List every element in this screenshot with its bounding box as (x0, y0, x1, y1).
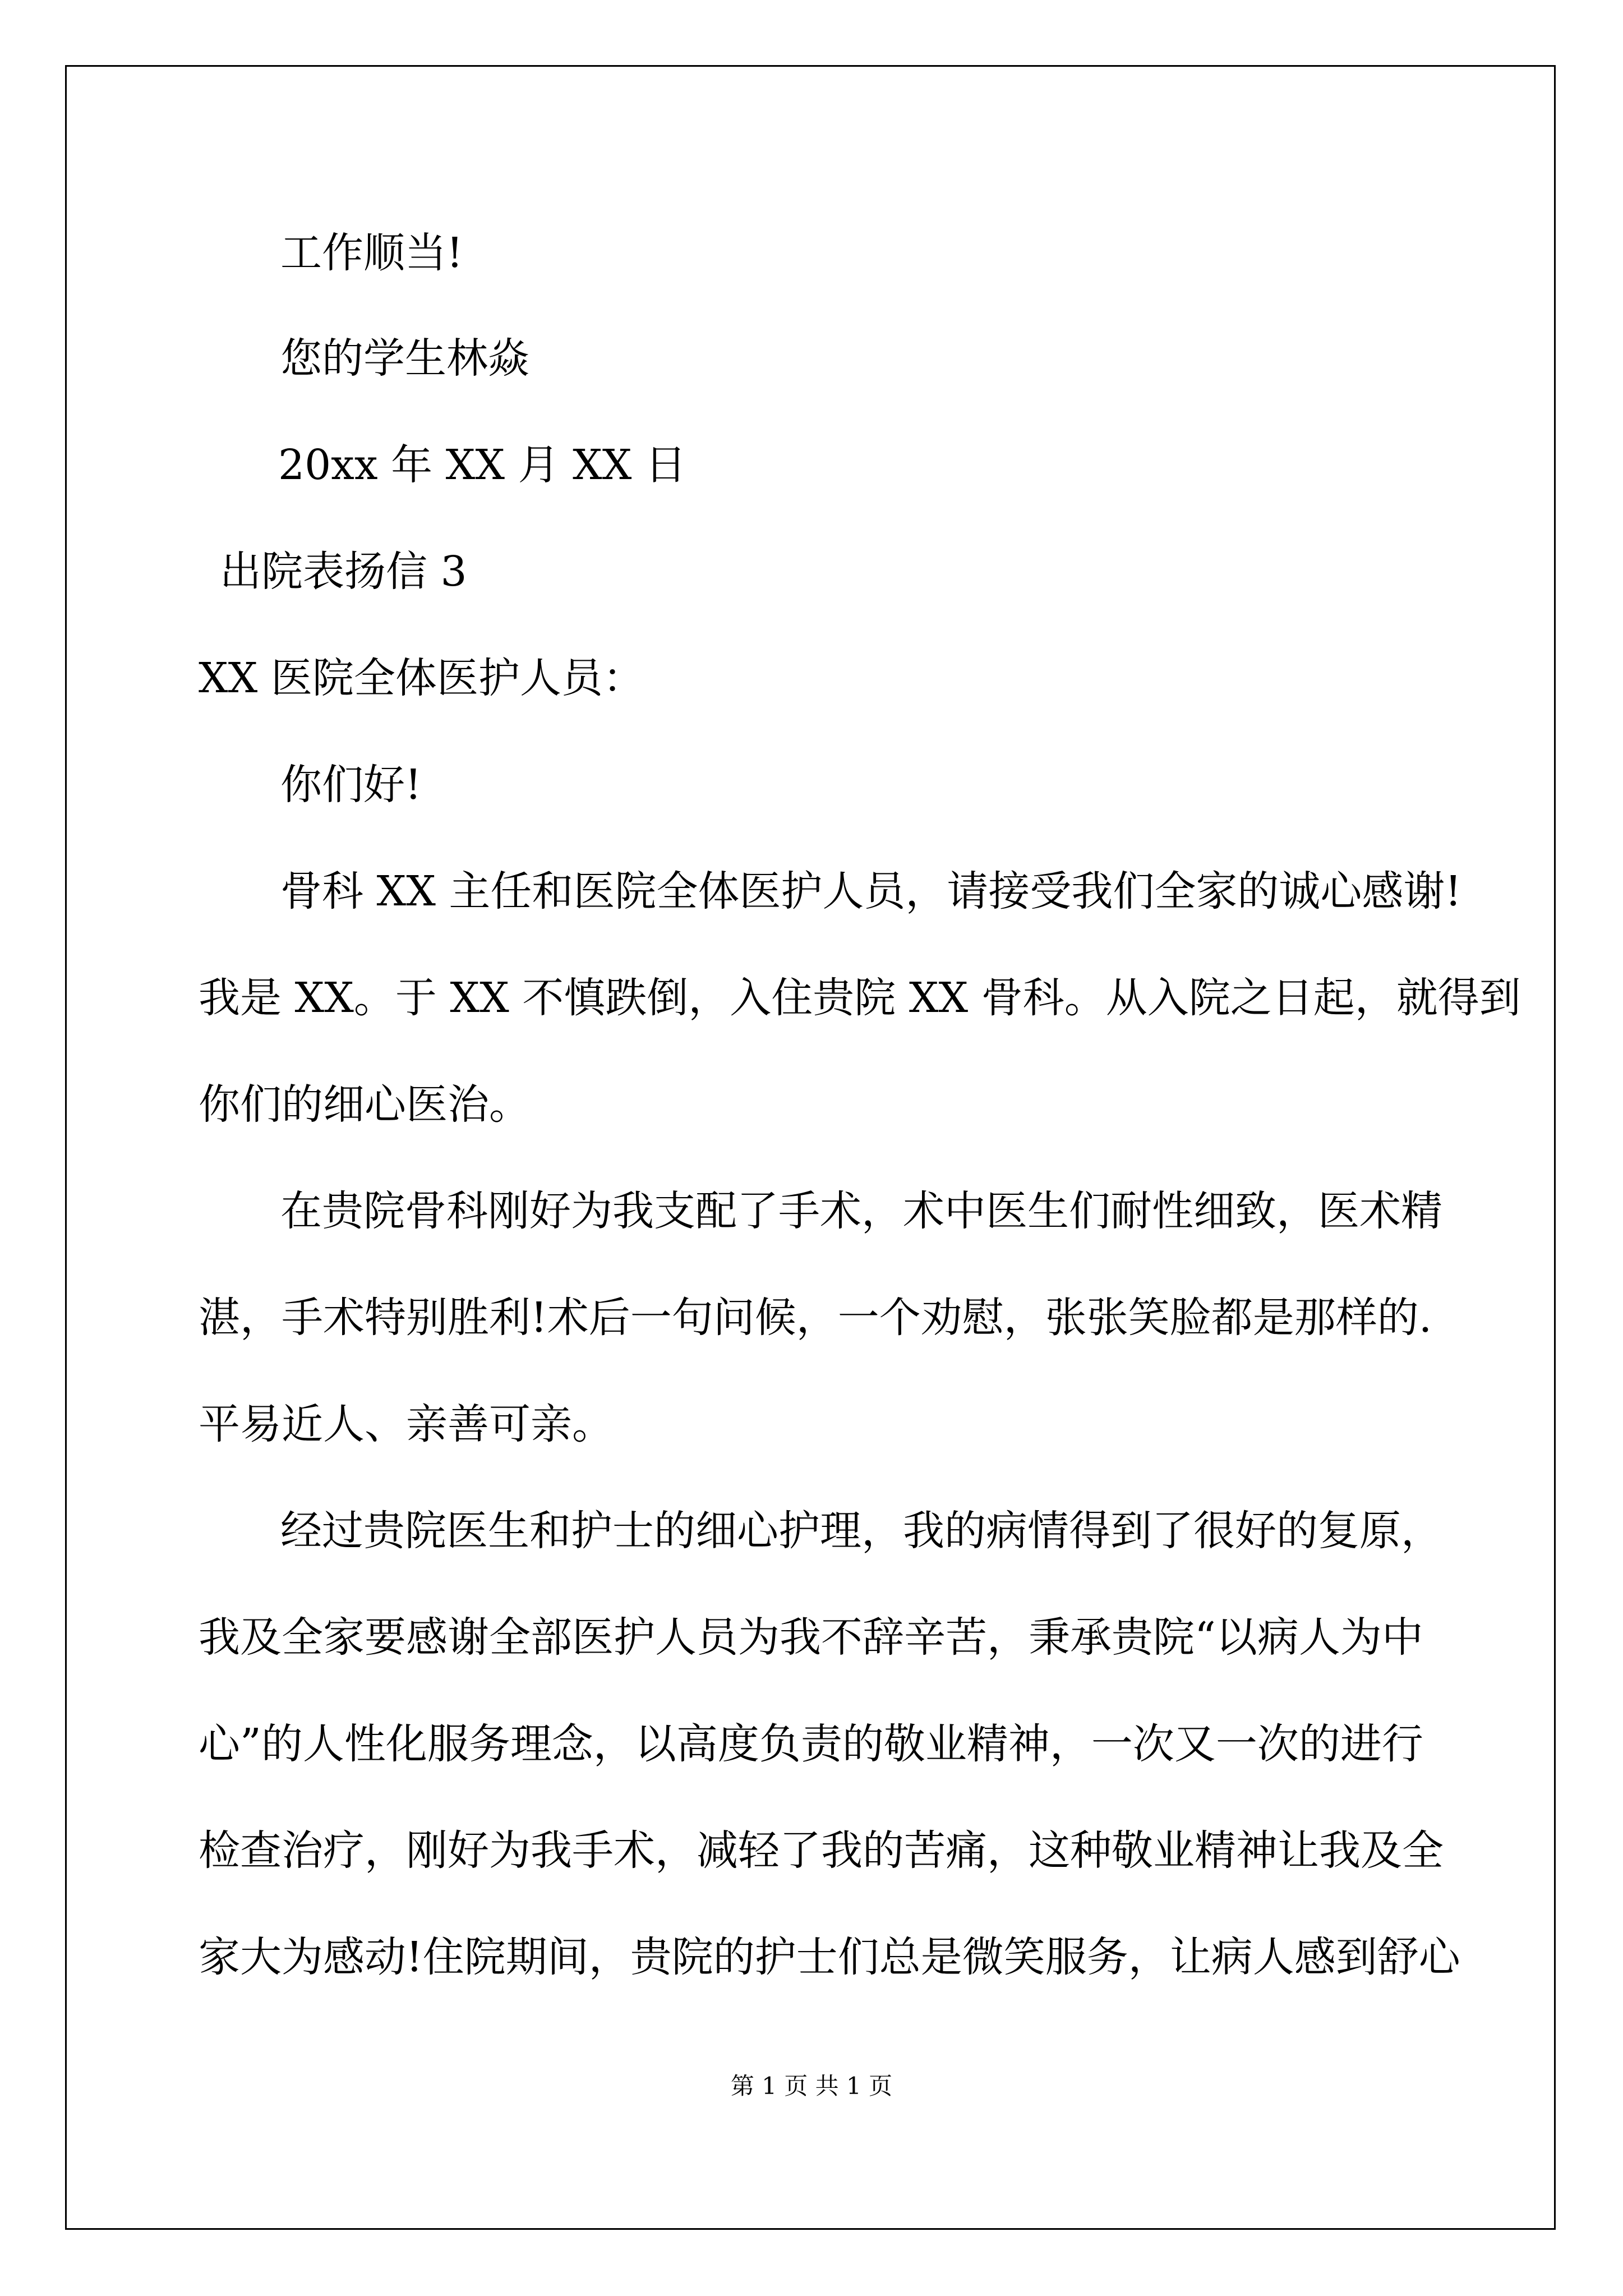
letter-title: 出院表扬信 3 (220, 547, 467, 596)
body-line: 检查治疗，刚好为我手术，减轻了我的苦痛，这种敬业精神让我及全 (199, 1826, 1444, 1875)
body-line: 心”的人性化服务理念，以高度负责的敬业精神，一次又一次的进行 (199, 1720, 1423, 1768)
page-footer: 第 1 页 共 1 页 (730, 2072, 893, 2100)
body-line: 经过贵院医生和护士的细心护理，我的病情得到了很好的复原， (280, 1507, 1442, 1555)
body-line: 平易近人、亲善可亲。 (199, 1400, 614, 1448)
body-line: 家大为感动!住院期间，贵院的护士们总是微笑服务，让病人感到舒心 (199, 1933, 1460, 1981)
body-line: 你们的细心医治。 (199, 1080, 531, 1129)
salutation: XX 医院全体医护人员： (199, 654, 644, 702)
body-line: 我及全家要感谢全部医护人员为我不辞辛苦，秉承贵院“以病人为中 (199, 1613, 1423, 1662)
date: 20xx 年 XX 月 XX 日 (278, 441, 686, 489)
page-border (65, 65, 1556, 2230)
greeting: 你们好! (280, 761, 422, 809)
body-line: 我是 XX。于 XX 不慎跌倒，入住贵院 XX 骨科。从入院之日起，就得到 (199, 974, 1521, 1022)
signature: 您的学生林焱 (280, 334, 529, 383)
body-line: 在贵院骨科刚好为我支配了手术，术中医生们耐性细致，医术精 (280, 1187, 1442, 1235)
closing-wish: 工作顺当! (280, 229, 463, 277)
body-line: 湛，手术特别胜利!术后一句问候，一个劝慰，张张笑脸都是那样的. (199, 1294, 1432, 1342)
body-line: 骨科 XX 主任和医院全体医护人员，请接受我们全家的诚心感谢! (280, 867, 1462, 915)
